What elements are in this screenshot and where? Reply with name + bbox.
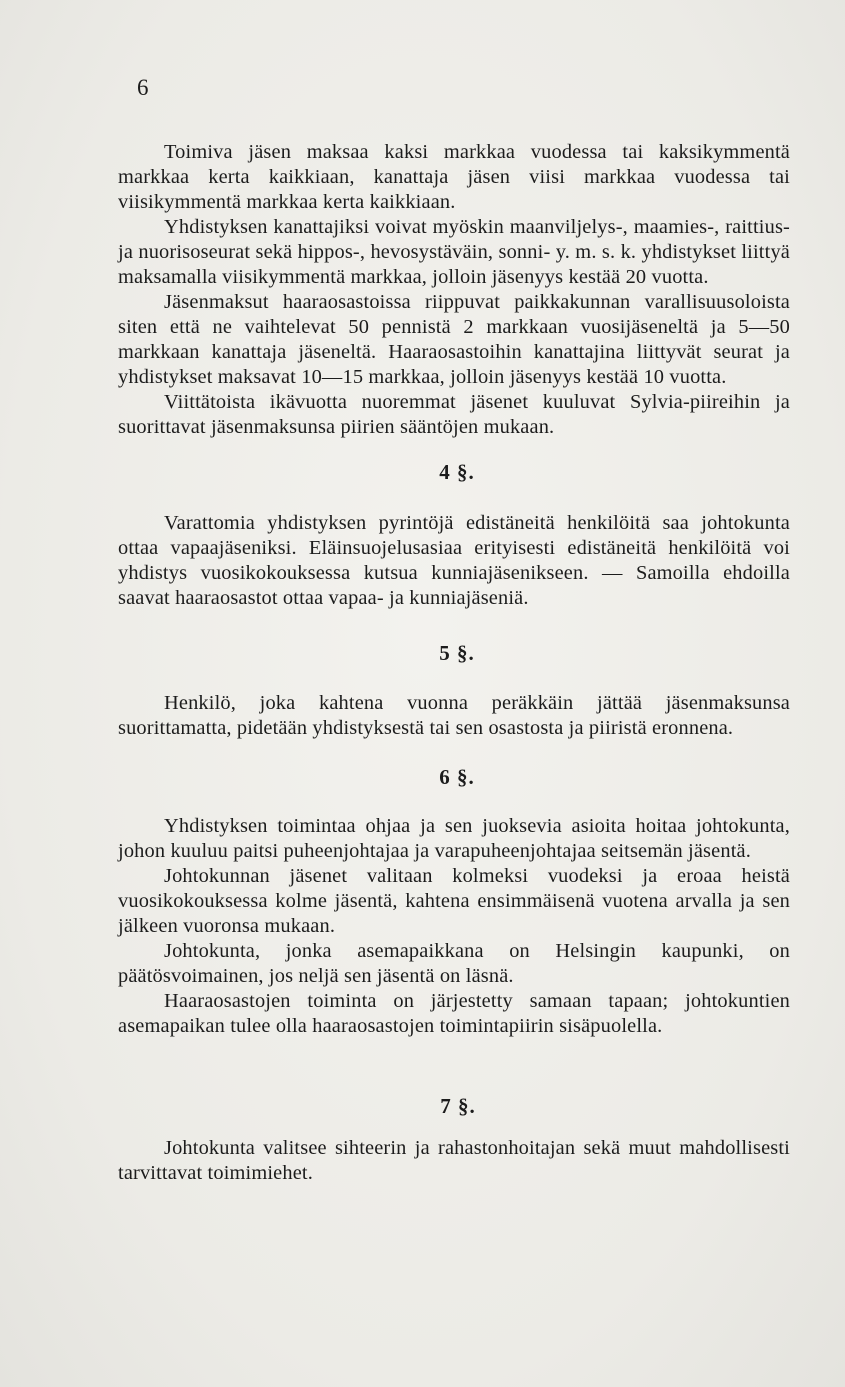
- paragraph: Henkilö, joka kahtena vuonna peräkkäin jättää jäsenmaksunsa suorittamatta, pidetään yhdistyksestä tai sen osastosta ja piiristä eronnena.: [118, 692, 790, 739]
- paragraph: Varattomia yhdistyksen pyrintöjä edistäneitä henkilöitä saa johtokunta ottaa vapaajäseniksi. Eläinsuojelusasiaa erityisesti edistäneitä henkilöitä voi yhdistys vuosikokouksessa kutsua kunniajäsenikseen. — Samoilla ehdoilla saavat haaraosastot ottaa vapaa- ja kunniajäseniä.: [118, 512, 790, 609]
- paragraph: Yhdistyksen toimintaa ohjaa ja sen juoksevia asioita hoitaa johtokunta, johon kuuluu paitsi puheenjohtajaa ja varapuheenjohtajaa seitsemän jäsentä.: [118, 815, 790, 862]
- body-text: [118, 140, 790, 1186]
- section-6: [118, 765, 790, 1039]
- paragraph: Johtokunta, jonka asemapaikkana on Helsingin kaupunki, on päätösvoimainen, jos neljä sen jäsentä on läsnä.: [118, 940, 790, 987]
- paragraph: Toimiva jäsen maksaa kaksi markkaa vuodessa tai kaksikymmentä markkaa kerta kaikkiaan, kanattaja jäsen viisi markkaa vuodessa tai viisikymmentä markkaa kerta kaikkiaan.: [118, 141, 790, 213]
- section-7: [118, 1094, 790, 1186]
- paragraph: Johtokunnan jäsenet valitaan kolmeksi vuodeksi ja eroaa heistä vuosikokouksessa kolme jäsentä, kahtena ensimmäisenä vuotena arvalla ja sen jälkeen vuoronsa mukaan.: [118, 865, 790, 937]
- page-number: 6: [137, 75, 149, 100]
- section-heading: 5 §.: [439, 641, 475, 665]
- section-membership-fees: [118, 140, 790, 440]
- paragraph: Johtokunta valitsee sihteerin ja rahastonhoitajan sekä muut mahdollisesti tarvittavat toimimiehet.: [118, 1137, 790, 1184]
- section-4: [118, 460, 790, 611]
- section-heading: 4 §.: [439, 460, 475, 484]
- paragraph: Haaraosastojen toiminta on järjestetty samaan tapaan; johtokuntien asemapaikan tulee olla haaraosastojen toimintapiirin sisäpuolella.: [118, 990, 790, 1037]
- paragraph: Jäsenmaksut haaraosastoissa riippuvat paikkakunnan varallisuusoloista siten että ne vaihtelevat 50 pennistä 2 markkaan vuosijäseneltä ja 5—50 markkaan kanattaja jäseneltä. Haaraosastoihin kanattajina liittyvät seurat ja yhdistykset maksavat 10—15 markkaa, jolloin jäsenyys kestää 10 vuotta.: [118, 291, 790, 388]
- section-heading: 7 §.: [440, 1094, 476, 1118]
- section-heading: 6 §.: [439, 765, 475, 789]
- paragraph: Yhdistyksen kanattajiksi voivat myöskin maanviljelys-, maamies-, raittius- ja nuorisoseurat sekä hippos-, hevosystäväin, sonni- y. m. s. k. yhdistykset liittyä maksamalla viisikymmentä markkaa, jolloin jäsenyys kestää 20 vuotta.: [118, 216, 790, 288]
- section-5: [118, 641, 790, 741]
- paragraph: Viittätoista ikävuotta nuoremmat jäsenet kuuluvat Sylvia-piireihin ja suorittavat jäsenmaksunsa piirien sääntöjen mukaan.: [118, 391, 790, 438]
